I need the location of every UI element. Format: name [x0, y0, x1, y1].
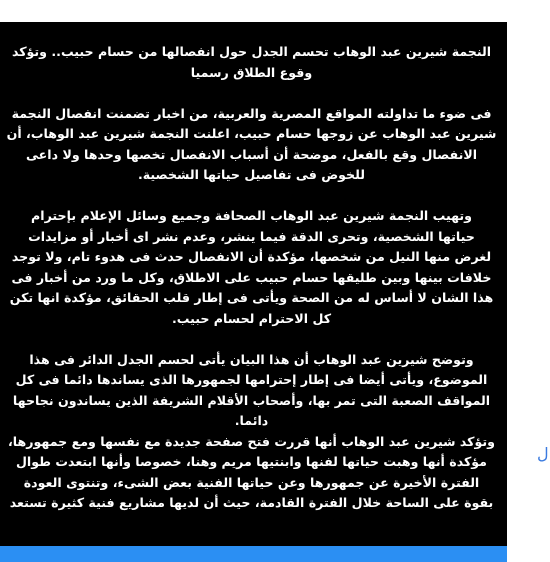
paragraph-gap — [0, 186, 505, 207]
paragraph-4-line-2: مؤكدة أنها وهبت حياتها لفنها وابنتيها مريم وهنا، خصوصا وأنها ابتعدت طوال — [16, 454, 487, 469]
paragraph-1-line-4: للخوض فى تفاصيل حياتها الشخصية. — [137, 167, 365, 182]
paragraph-4-line-1: وتؤكد شيرين عبد الوهاب أنها قررت فتح صفحة جديدة مع نفسها ومع جمهورها، — [8, 433, 495, 449]
paragraph-3-line-2: الموضوع، ويأتى أيضا فى إطار إحترامها لجمهورها الذى يساندها دائما فى كل — [15, 372, 488, 387]
paragraph-2-line-6: كل الاحترام لحسام حبيب. — [171, 310, 332, 326]
paragraph-2-line-5: هذا الشان لا أساس له من الصحة ويأتى فى إطار قلب الحقائق، مؤكدة انها تكن — [9, 290, 494, 305]
statement-image — [0, 22, 507, 546]
paragraph-3-line-4: دائما. — [234, 413, 269, 428]
paragraph-1-line-1: فى ضوء ما تداولته المواقع المصرية والعربية، من اخبار تضمنت انفصال النجمة — [11, 105, 492, 121]
paragraph-2-line-3: لغرض منها النيل من شخصها، مؤكدة أن الانفصال حدث فى هدوء تام، ولا توجد — [11, 249, 492, 264]
bottom-bar — [0, 546, 507, 562]
paragraph-1-line-2: شيرين عبد الوهاب عن زوجها حسام حبيب، اعلنت النجمة شيرين عبد الوهاب، أن — [6, 126, 497, 141]
paragraph-3-line-3: المواقف الصعبة التى تمر بها، وأصحاب الأقلام الشريفة الذين يساندون نجاحها — [12, 392, 491, 408]
side-mark: ل — [537, 444, 549, 463]
headline-line-1: النجمة شيرين عبد الوهاب تحسم الجدل حول انفصالها من حسام حبيب.. وتؤكد — [11, 44, 492, 59]
paragraph-2-line-4: خلافات بينها وبين طليقها حسام حبيب على الاطلاق، وكل ما ورد من أخبار فى — [11, 269, 492, 285]
headline-line-2: وقوع الطلاق رسميا — [190, 64, 313, 80]
paragraph-1-line-3: الانفصال وقع بالفعل، موضحة أن أسباب الانفصال تخصها وحدها ولا داعى — [25, 146, 478, 162]
paragraph-gap — [0, 83, 505, 104]
paragraph-gap — [0, 329, 505, 350]
paragraph-3-line-1: وتوضح شيرين عبد الوهاب أن هذا البيان يأتى لحسم الجدل الدائر فى هذا — [29, 351, 474, 367]
statement-text — [0, 42, 505, 514]
paragraph-4-line-4: بقوة على الساحة خلال الفترة القادمة، حيث أن لديها مشاريع فنية كثيرة تستعد — [9, 495, 494, 510]
paragraph-2-line-1: وتهيب النجمة شيرين عبد الوهاب الصحافة وجميع وسائل الإعلام بإحترام — [31, 208, 472, 223]
paragraph-4-line-3: الفترة الأخيرة عن جمهورها وعن حياتها الفنية بعض الشىء، وتنتوى العودة — [23, 474, 480, 490]
paragraph-2-line-2: حياتها الشخصية، وتحرى الدقة فيما ينشر، وعدم نشر اى أخبار أو مزايدات — [28, 228, 475, 244]
